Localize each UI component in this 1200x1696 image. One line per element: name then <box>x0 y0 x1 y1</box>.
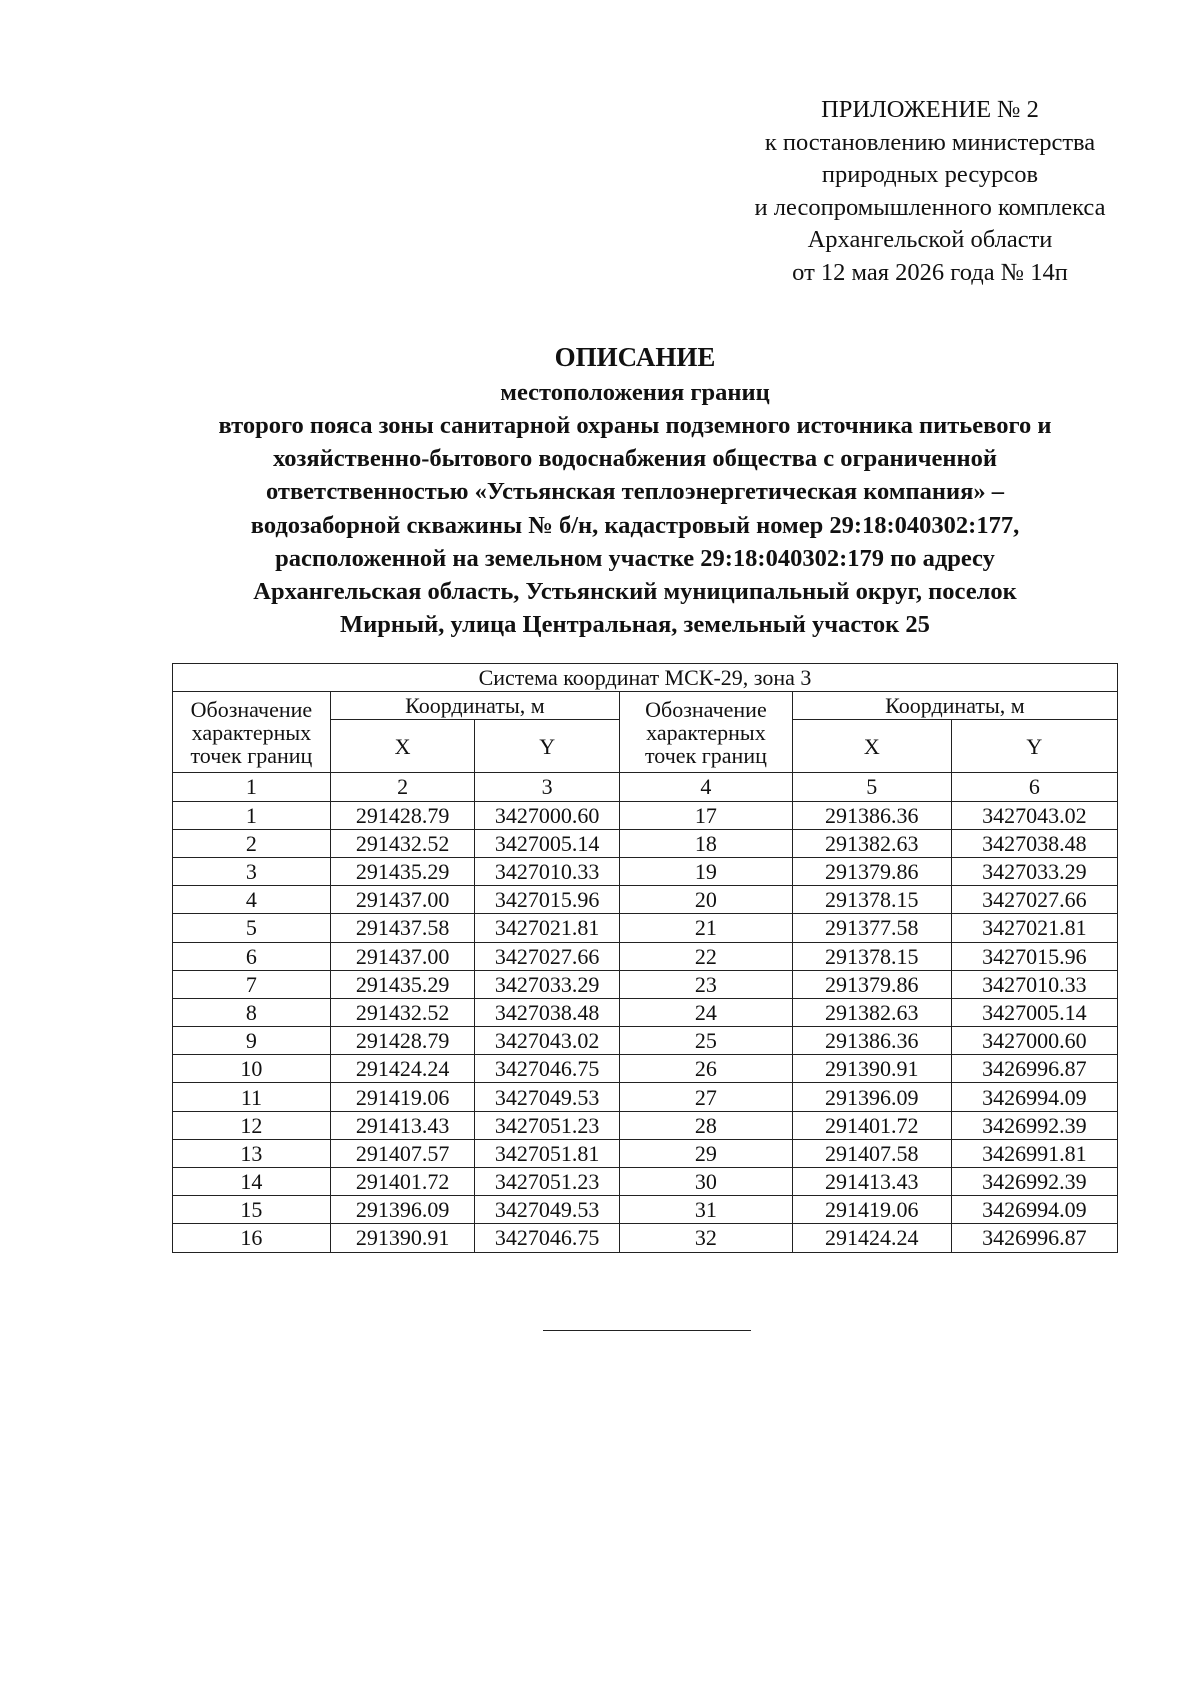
x-coordinate: 291401.72 <box>330 1168 475 1196</box>
y-coordinate: 3427021.81 <box>475 914 620 942</box>
table-row <box>173 801 1118 829</box>
point-number: 26 <box>619 1055 792 1083</box>
point-header <box>619 692 792 773</box>
point-number: 4 <box>173 886 331 914</box>
y-coordinate: 3427033.29 <box>475 970 620 998</box>
table-row <box>173 998 1118 1026</box>
x-coordinate: 291413.43 <box>792 1168 951 1196</box>
y-coordinate: 3427051.23 <box>475 1111 620 1139</box>
x-coordinate: 291428.79 <box>330 801 475 829</box>
table-row <box>173 1224 1118 1252</box>
document-description <box>100 409 1170 641</box>
y-coordinate: 3427046.75 <box>475 1055 620 1083</box>
column-number: 4 <box>619 773 792 801</box>
x-coordinate: 291419.06 <box>792 1196 951 1224</box>
x-coordinate: 291424.24 <box>330 1055 475 1083</box>
table-row <box>173 1083 1118 1111</box>
y-coordinate: 3427051.81 <box>475 1139 620 1167</box>
point-header-line: точек границ <box>644 742 767 768</box>
y-coordinate: 3427049.53 <box>475 1083 620 1111</box>
x-coordinate: 291407.57 <box>330 1139 475 1167</box>
column-number-row <box>173 773 1118 801</box>
point-number: 31 <box>619 1196 792 1224</box>
appendix-line: природных ресурсов <box>821 161 1039 188</box>
point-number: 16 <box>173 1224 331 1252</box>
coordinates-table <box>172 663 1118 1253</box>
appendix-line: к постановлению министерства <box>764 128 1096 156</box>
point-header-line: Обозначение <box>190 696 313 722</box>
x-coordinate: 291424.24 <box>792 1224 951 1252</box>
point-number: 11 <box>173 1083 331 1111</box>
appendix-line: Архангельской области <box>807 226 1053 253</box>
y-coordinate: 3427000.60 <box>475 801 620 829</box>
point-header-line: характерных <box>191 719 312 745</box>
point-number: 21 <box>619 914 792 942</box>
point-number: 23 <box>619 970 792 998</box>
y-coordinate: 3427000.60 <box>951 1027 1117 1055</box>
description-line: хозяйственно-бытового водоснабжения общества с ограниченной <box>272 445 998 473</box>
point-number: 2 <box>173 829 331 857</box>
table-row <box>173 1027 1118 1055</box>
point-number: 19 <box>619 857 792 885</box>
x-coordinate: 291390.91 <box>330 1224 475 1252</box>
y-coordinate: 3427010.33 <box>475 857 620 885</box>
y-coordinate: 3426996.87 <box>951 1055 1117 1083</box>
y-coordinate: 3427015.96 <box>951 942 1117 970</box>
x-coordinate: 291396.09 <box>792 1083 951 1111</box>
document-subtitle: местоположения границ <box>500 379 770 406</box>
table-row <box>173 1055 1118 1083</box>
description-line: ответственностью «Устьянская теплоэнергетическая компания» – <box>265 478 1004 506</box>
column-number: 3 <box>475 773 620 801</box>
y-coordinate: 3427010.33 <box>951 970 1117 998</box>
description-line: Мирный, улица Центральная, земельный участок 25 <box>340 611 930 639</box>
table-row <box>173 1196 1118 1224</box>
y-coordinate: 3427043.02 <box>475 1027 620 1055</box>
point-number: 9 <box>173 1027 331 1055</box>
point-number: 29 <box>619 1139 792 1167</box>
table-row <box>173 1111 1118 1139</box>
appendix-line: ПРИЛОЖЕНИЕ № 2 <box>821 96 1039 123</box>
appendix-header <box>700 94 1160 289</box>
description-line: водозаборной скважины № б/н, кадастровый номер 29:18:040302:177, <box>250 511 1020 539</box>
y-header: Y <box>475 720 620 773</box>
description-line: расположенной на земельном участке 29:18:040302:179 по адресу <box>275 544 995 572</box>
appendix-line: и лесопромышленного комплекса <box>754 193 1106 221</box>
point-number: 10 <box>173 1055 331 1083</box>
point-header-line: точек границ <box>190 742 313 768</box>
point-number: 15 <box>173 1196 331 1224</box>
column-number: 1 <box>173 773 331 801</box>
end-divider <box>543 1330 751 1331</box>
point-number: 22 <box>619 942 792 970</box>
y-header: Y <box>951 720 1117 773</box>
point-number: 12 <box>173 1111 331 1139</box>
document-title: ОПИСАНИЕ <box>554 342 716 372</box>
table-row <box>173 829 1118 857</box>
x-coordinate: 291390.91 <box>792 1055 951 1083</box>
y-coordinate: 3427005.14 <box>475 829 620 857</box>
point-number: 8 <box>173 998 331 1026</box>
x-coordinate: 291378.15 <box>792 886 951 914</box>
point-number: 32 <box>619 1224 792 1252</box>
y-coordinate: 3426994.09 <box>951 1083 1117 1111</box>
x-coordinate: 291382.63 <box>792 829 951 857</box>
y-coordinate: 3427015.96 <box>475 886 620 914</box>
x-header: X <box>330 720 475 773</box>
y-coordinate: 3427038.48 <box>475 998 620 1026</box>
x-coordinate: 291379.86 <box>792 857 951 885</box>
x-coordinate: 291386.36 <box>792 1027 951 1055</box>
y-coordinate: 3427033.29 <box>951 857 1117 885</box>
y-coordinate: 3426991.81 <box>951 1139 1117 1167</box>
point-header-line: Обозначение <box>645 696 767 722</box>
point-number: 5 <box>173 914 331 942</box>
x-coordinate: 291378.15 <box>792 942 951 970</box>
x-coordinate: 291435.29 <box>330 857 475 885</box>
table-header-row <box>173 692 1118 720</box>
x-coordinate: 291432.52 <box>330 829 475 857</box>
x-header: X <box>792 720 951 773</box>
y-coordinate: 3427049.53 <box>475 1196 620 1224</box>
x-coordinate: 291437.00 <box>330 942 475 970</box>
x-coordinate: 291437.00 <box>330 886 475 914</box>
point-number: 7 <box>173 970 331 998</box>
point-number: 6 <box>173 942 331 970</box>
point-number: 1 <box>173 801 331 829</box>
y-coordinate: 3427027.66 <box>951 886 1117 914</box>
x-coordinate: 291379.86 <box>792 970 951 998</box>
table-row <box>173 914 1118 942</box>
point-number: 14 <box>173 1168 331 1196</box>
x-coordinate: 291396.09 <box>330 1196 475 1224</box>
x-coordinate: 291432.52 <box>330 998 475 1026</box>
y-coordinate: 3427027.66 <box>475 942 620 970</box>
point-number: 25 <box>619 1027 792 1055</box>
x-coordinate: 291386.36 <box>792 801 951 829</box>
x-coordinate: 291428.79 <box>330 1027 475 1055</box>
point-number: 28 <box>619 1111 792 1139</box>
point-number: 18 <box>619 829 792 857</box>
x-coordinate: 291419.06 <box>330 1083 475 1111</box>
x-coordinate: 291377.58 <box>792 914 951 942</box>
point-number: 13 <box>173 1139 331 1167</box>
table-row <box>173 970 1118 998</box>
y-coordinate: 3427046.75 <box>475 1224 620 1252</box>
table-row <box>173 857 1118 885</box>
x-coordinate: 291382.63 <box>792 998 951 1026</box>
column-number: 5 <box>792 773 951 801</box>
y-coordinate: 3427051.23 <box>475 1168 620 1196</box>
y-coordinate: 3426992.39 <box>951 1111 1117 1139</box>
coordinate-system-label: Система координат МСК-29, зона 3 <box>173 664 1118 692</box>
x-coordinate: 291401.72 <box>792 1111 951 1139</box>
point-number: 17 <box>619 801 792 829</box>
point-number: 3 <box>173 857 331 885</box>
table-row <box>173 942 1118 970</box>
table-title-row <box>173 664 1118 692</box>
y-coordinate: 3426996.87 <box>951 1224 1117 1252</box>
table-row <box>173 886 1118 914</box>
appendix-line: от 12 мая 2026 года № 14п <box>792 258 1068 286</box>
point-header-line: характерных <box>646 719 766 745</box>
y-coordinate: 3427038.48 <box>951 829 1117 857</box>
point-number: 30 <box>619 1168 792 1196</box>
table-row <box>173 1139 1118 1167</box>
y-coordinate: 3426992.39 <box>951 1168 1117 1196</box>
y-coordinate: 3427005.14 <box>951 998 1117 1026</box>
point-header <box>173 692 331 773</box>
y-coordinate: 3427021.81 <box>951 914 1117 942</box>
title-block <box>100 338 1170 641</box>
y-coordinate: 3427043.02 <box>951 801 1117 829</box>
point-number: 27 <box>619 1083 792 1111</box>
coords-header: Координаты, м <box>792 692 1117 720</box>
coords-header: Координаты, м <box>330 692 619 720</box>
x-coordinate: 291437.58 <box>330 914 475 942</box>
point-number: 24 <box>619 998 792 1026</box>
y-coordinate: 3426994.09 <box>951 1196 1117 1224</box>
column-number: 6 <box>951 773 1117 801</box>
x-coordinate: 291407.58 <box>792 1139 951 1167</box>
description-line: второго пояса зоны санитарной охраны подземного источника питьевого и <box>218 412 1052 439</box>
x-coordinate: 291435.29 <box>330 970 475 998</box>
point-number: 20 <box>619 886 792 914</box>
x-coordinate: 291413.43 <box>330 1111 475 1139</box>
table-row <box>173 1168 1118 1196</box>
column-number: 2 <box>330 773 475 801</box>
description-line: Архангельская область, Устьянский муниципальный округ, поселок <box>253 578 1017 606</box>
